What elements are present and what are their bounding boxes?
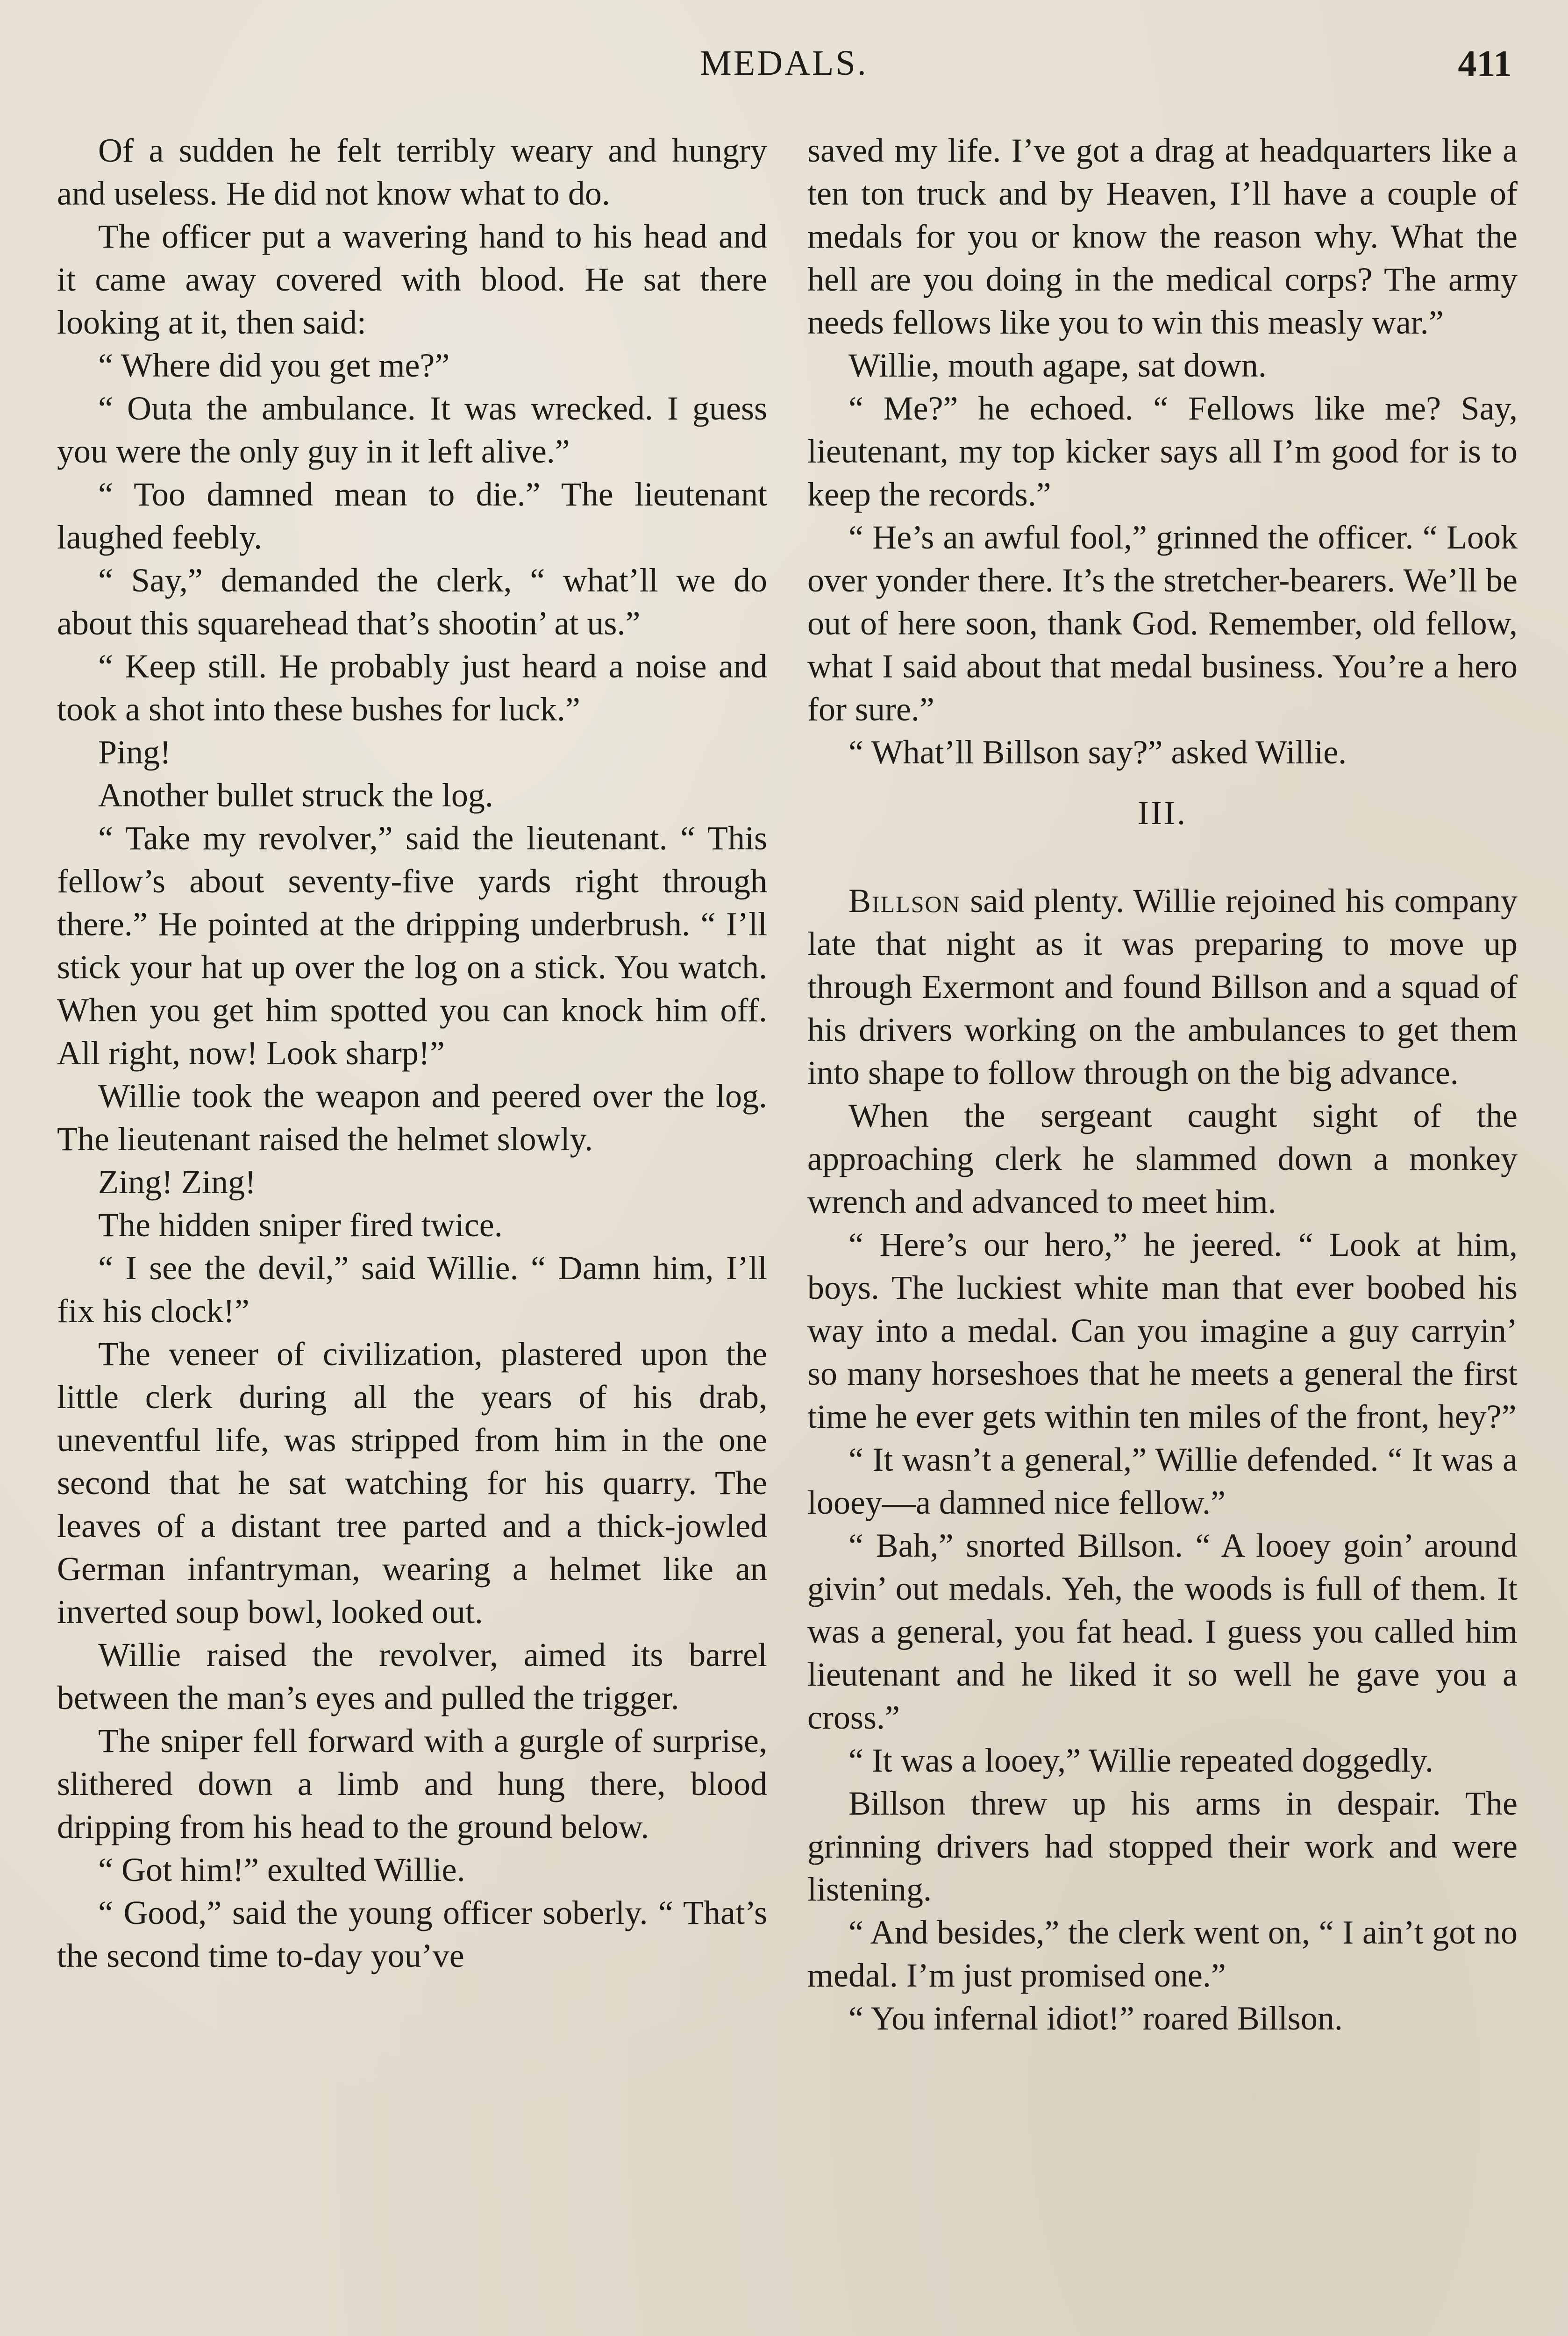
opening-text: said plenty. Willie rejoined his company late that night as it was preparing to move up through Exermont and found Billson and a squad of his drivers working on the ambulances to get them into shape to follow through on the big advance. [807, 882, 1518, 1091]
paragraph: “ Got him!” exulted Willie. [98, 1851, 465, 1888]
paragraph: When the sergeant caught sight of the approaching clerk he slammed down a monkey wrench and advanced to meet him. [807, 1097, 1518, 1220]
running-head [0, 43, 1568, 94]
paragraph: “ Where did you get me?” [98, 347, 450, 384]
right-column [807, 129, 1518, 2336]
paragraph-continued: saved my life. I’ve got a drag at headquarters like a ten ton truck and by Heaven, I’ll have a couple of medals for you or know the reason why. What the hell are you doing in the medical corps? The army needs fellows like you to win this measly war.” [807, 132, 1518, 341]
paragraph: The officer put a wavering hand to his head and it came away covered with blood. He sat there looking at it, then said: [57, 218, 767, 341]
paragraph: “ He’s an awful fool,” grinned the officer. “ Look over yonder there. It’s the stretcher-bearers. We’ll be out of here soon, thank God. Remember, old fellow, what I said about that medal business. You’re a hero for sure.” [807, 519, 1518, 728]
paragraph: Ping! [98, 734, 171, 771]
paragraph: Billson threw up his arms in despair. The grinning drivers had stopped their work and were listening. [807, 1785, 1518, 1908]
left-column [57, 129, 767, 2336]
paragraph: “ It was a looey,” Willie repeated doggedly. [848, 1742, 1433, 1779]
paragraph: “ Too damned mean to die.” The lieutenant laughed feebly. [57, 476, 767, 556]
paragraph: “ And besides,” the clerk went on, “ I ain’t got no medal. I’m just promised one.” [807, 1914, 1518, 1994]
paragraph: Zing! Zing! [98, 1163, 256, 1201]
paragraph: Willie took the weapon and peered over the log. The lieutenant raised the helmet slowly. [57, 1077, 767, 1158]
paragraph: “ Outa the ambulance. It was wrecked. I guess you were the only guy in it left alive.” [57, 390, 767, 470]
running-title: MEDALS. [700, 43, 868, 83]
text-columns [57, 129, 1518, 2336]
paragraph: “ Bah,” snorted Billson. “ A looey goin’ around givin’ out medals. Yeh, the woods is full of them. It was a general, you fat head. I guess you called him lieutenant and he liked it so well he gave you a cross.” [807, 1527, 1518, 1736]
paragraph: “ What’ll Billson say?” asked Willie. [848, 734, 1347, 771]
paragraph: “ Take my revolver,” said the lieutenant. “ This fellow’s about seventy-five yards right through there.” He pointed at the dripping underbrush. “ I’ll stick your hat up over the log on a stick. You watch. When you get him spotted you can knock him off. All right, now! Look sharp!” [57, 819, 767, 1072]
paragraph: Willie, mouth agape, sat down. [848, 347, 1267, 384]
opening-word: Billson [848, 882, 961, 919]
paragraph: Of a sudden he felt terribly weary and hungry and useless. He did not know what to do. [57, 132, 767, 212]
paragraph: Another bullet struck the log. [98, 776, 493, 814]
paragraph: “ It wasn’t a general,” Willie defended. “ It was a looey—a damned nice fellow.” [807, 1441, 1518, 1521]
paragraph: “ I see the devil,” said Willie. “ Damn him, I’ll fix his clock!” [57, 1249, 767, 1330]
section-opening-paragraph [807, 879, 1518, 1094]
page-number: 411 [1458, 43, 1512, 85]
paragraph: The sniper fell forward with a gurgle of surprise, slithered down a limb and hung there, blood dripping from his head to the ground below. [57, 1722, 767, 1845]
paragraph: Willie raised the revolver, aimed its barrel between the man’s eyes and pulled the trigger. [57, 1636, 767, 1716]
paragraph: The veneer of civilization, plastered upon the little clerk during all the years of his drab, uneventful life, was stripped from him in the one second that he sat watching for his quarry. The leaves of a distant tree parted and a thick-jowled German infantryman, wearing a helmet like an inverted soup bowl, looked out. [57, 1335, 767, 1631]
section-heading: III. [1138, 794, 1187, 832]
paragraph: “ Here’s our hero,” he jeered. “ Look at him, boys. The luckiest white man that ever boobed his way into a medal. Can you imagine a guy carryin’ so many horseshoes that he meets a general the first time he ever gets within ten miles of the front, hey?” [807, 1226, 1518, 1435]
paragraph: The hidden sniper fired twice. [98, 1206, 503, 1244]
paragraph: “ Good,” said the young officer soberly. “ That’s the second time to-day you’ve [57, 1894, 767, 1974]
paragraph: “ Keep still. He probably just heard a noise and took a shot into these bushes for luck.” [57, 648, 767, 728]
paragraph: “ Say,” demanded the clerk, “ what’ll we do about this squarehead that’s shootin’ at us.” [57, 562, 767, 642]
paragraph: “ You infernal idiot!” roared Billson. [848, 2000, 1343, 2037]
paragraph: “ Me?” he echoed. “ Fellows like me? Say, lieutenant, my top kicker says all I’m good for is to keep the records.” [807, 390, 1518, 513]
